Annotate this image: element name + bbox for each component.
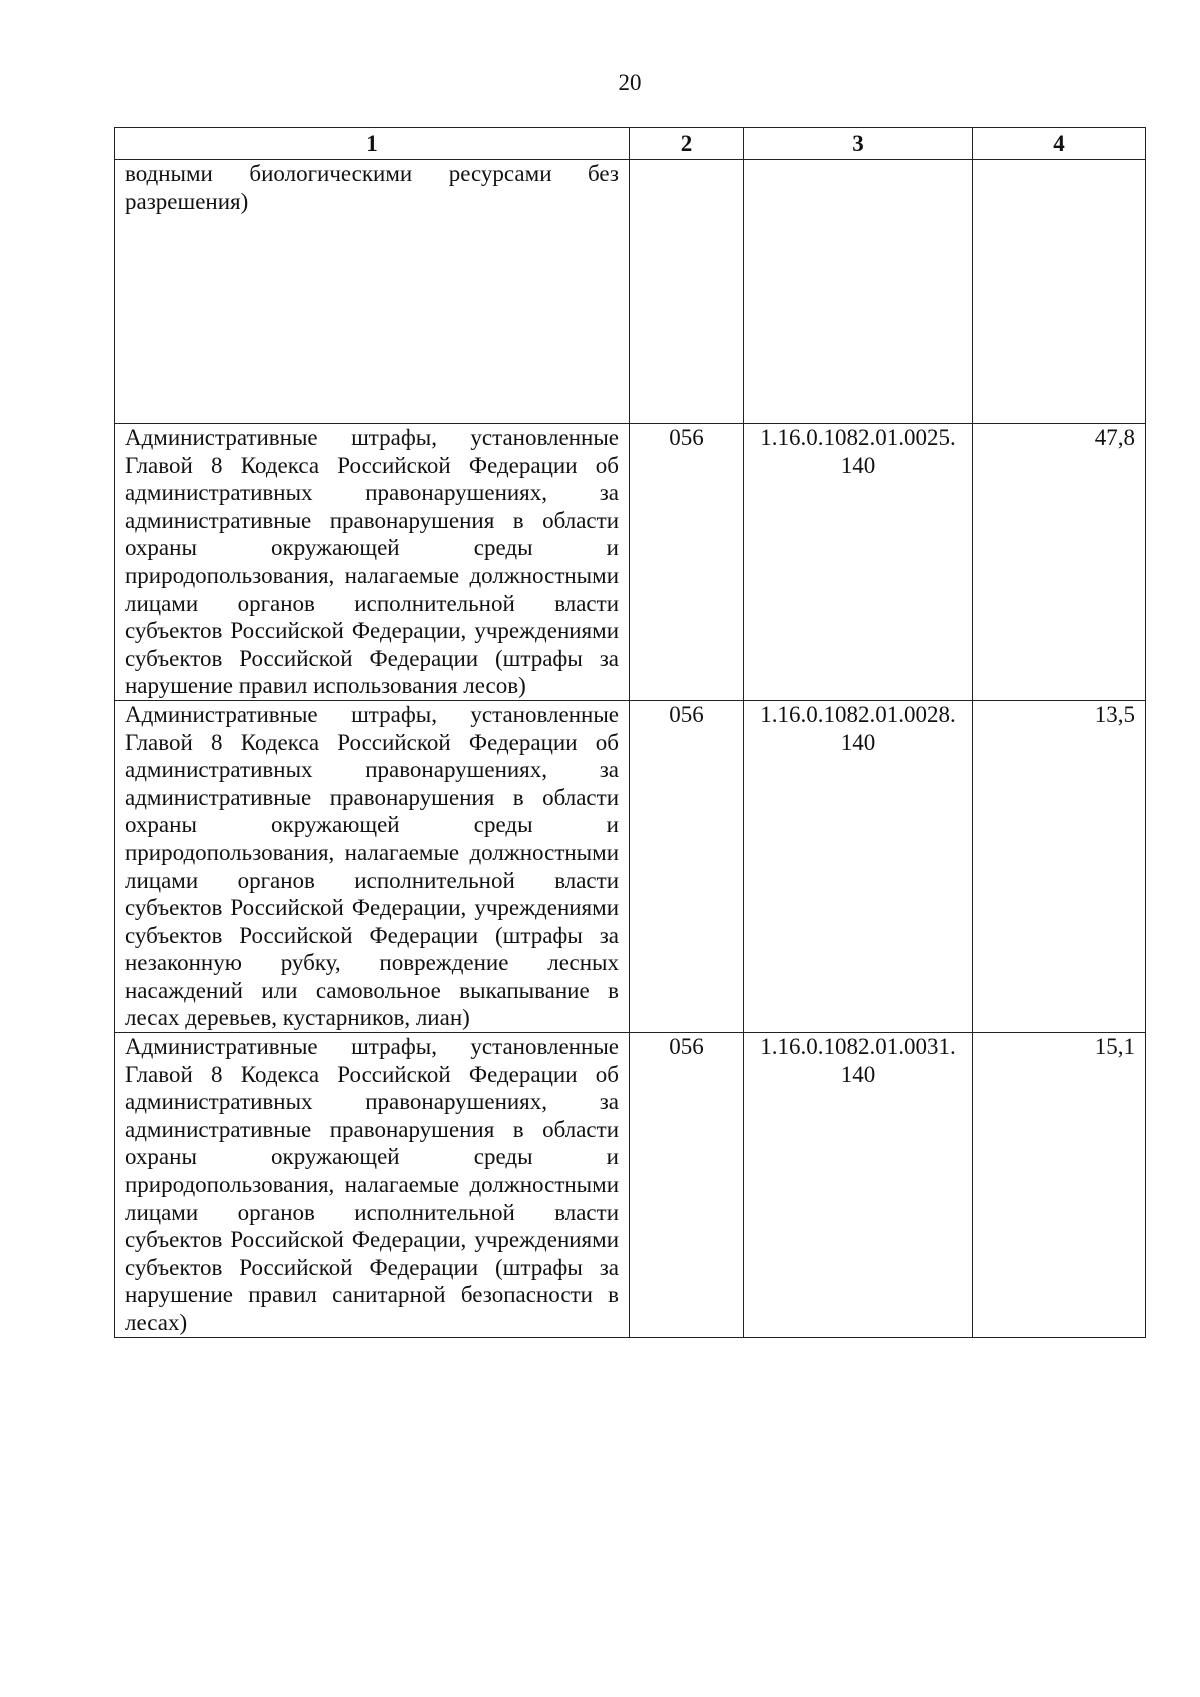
table-row — [115, 424, 1146, 701]
kbk-line-2: 140 — [840, 729, 876, 755]
table-row — [115, 700, 1146, 1032]
revenue-table — [114, 127, 1146, 1338]
kbk-line-2: 140 — [840, 1061, 876, 1087]
row-admin-code: 056 — [630, 424, 744, 701]
kbk-line-1: 1.16.0.1082.01.0031. — [760, 1034, 956, 1060]
row-amount: 15,1 — [973, 1033, 1146, 1338]
row-admin-code: 056 — [630, 700, 744, 1032]
row-admin-code — [630, 160, 744, 424]
column-header-1: 1 — [115, 128, 630, 160]
table-row — [115, 160, 1146, 424]
row-kbk — [744, 424, 973, 701]
page-number: 20 — [618, 70, 642, 95]
row-description: Административные штрафы, установленные Главой 8 Кодекса Российской Федерации об административных правонарушениях, за административные правонарушения в области охраны окружающей среды и природопользования, налагаемые должностными лицами органов исполнительной власти субъектов Российской Федерации, учреждениями субъектов Российской Федерации (штрафы за нарушение правил санитарной безопасности в лесах) — [115, 1033, 630, 1338]
row-kbk — [744, 160, 973, 424]
row-amount: 13,5 — [973, 700, 1146, 1032]
header-row — [115, 128, 1146, 160]
kbk-line-1: 1.16.0.1082.01.0025. — [760, 425, 956, 450]
row-amount — [973, 160, 1146, 424]
kbk-line-1: 1.16.0.1082.01.0028. — [760, 701, 956, 727]
kbk-line-2: 140 — [840, 452, 876, 478]
column-header-4: 4 — [973, 128, 1146, 160]
row-description: Административные штрафы, установленные Главой 8 Кодекса Российской Федерации об административных правонарушениях, за административные правонарушения в области охраны окружающей среды и природопользования, налагаемые должностными лицами органов исполнительной власти субъектов Российской Федерации, учреждениями субъектов Российской Федерации (штрафы за незаконную рубку, повреждение лесных насаждений или самовольное выкапывание в лесах деревьев, кустарников, лиан) — [115, 700, 630, 1032]
row-description: Административные штрафы, установленные Главой 8 Кодекса Российской Федерации об административных правонарушениях, за административные правонарушения в области охраны окружающей среды и природопользования, налагаемые должностными лицами органов исполнительной власти субъектов Российской Федерации, учреждениями субъектов Российской Федерации (штрафы за нарушение правил использования лесов) — [115, 424, 630, 701]
column-header-3: 3 — [744, 128, 973, 160]
row-kbk — [744, 1033, 973, 1338]
row-admin-code: 056 — [630, 1033, 744, 1338]
row-kbk — [744, 700, 973, 1032]
row-description: водными биологическими ресурсами без разрешения) — [115, 160, 630, 424]
table-row — [115, 1033, 1146, 1338]
column-header-2: 2 — [630, 128, 744, 160]
row-amount: 47,8 — [973, 424, 1146, 701]
